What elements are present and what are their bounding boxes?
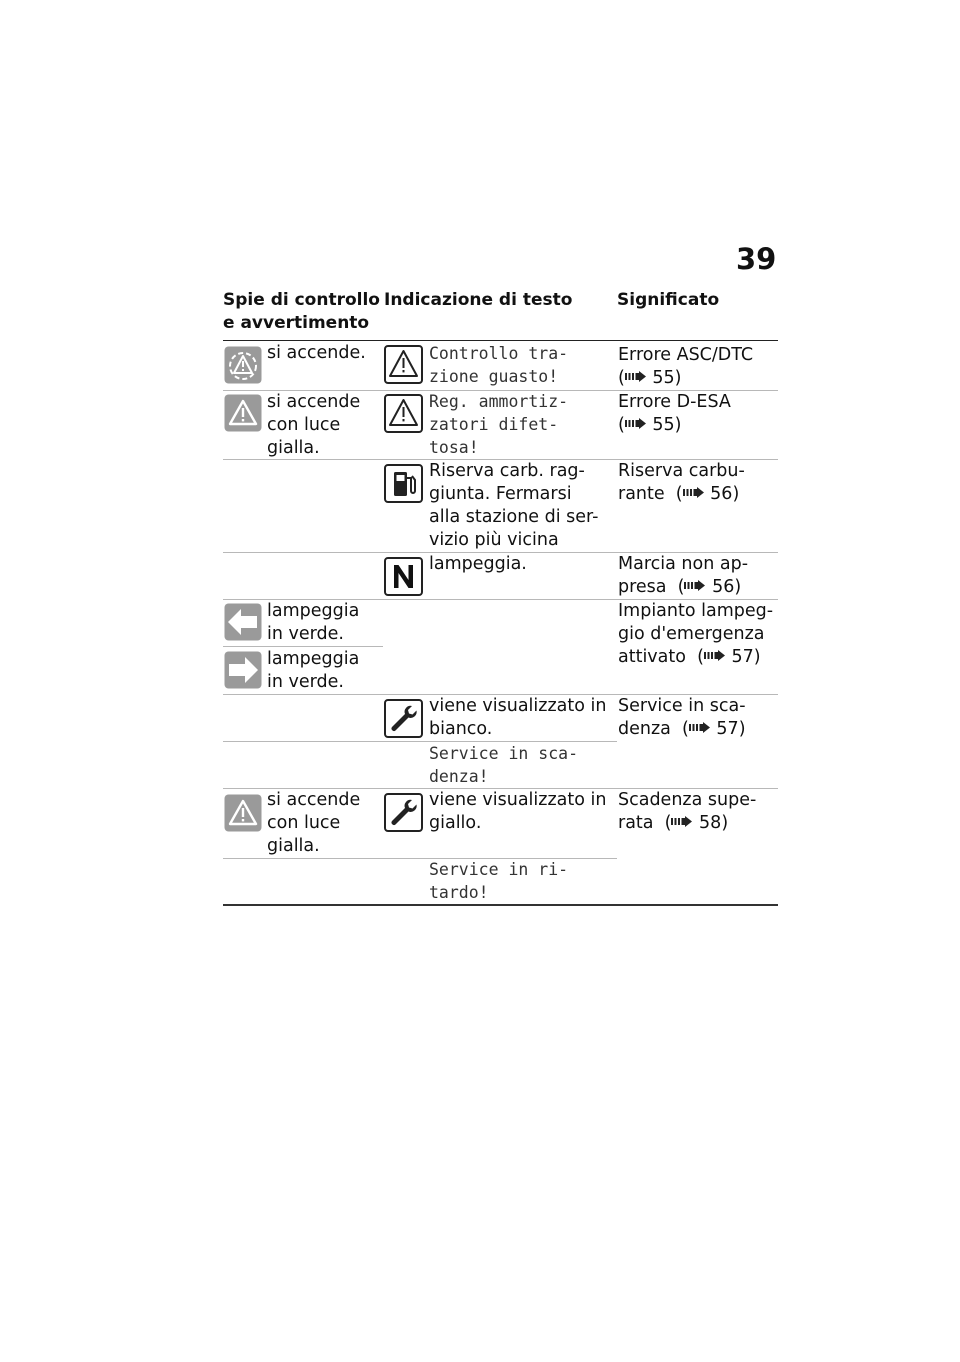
- neutral-n-icon: [384, 557, 423, 596]
- general-warning-triangle-icon: [224, 394, 262, 432]
- column-header-warning-lights: [223, 289, 380, 335]
- lamp-state-text: [267, 648, 359, 694]
- display-message: [429, 460, 598, 552]
- display-message-line: tosa!: [429, 438, 479, 457]
- header-rule: [223, 340, 778, 341]
- table-bottom-rule: [223, 904, 778, 906]
- display-message-line: bianco.: [429, 719, 493, 739]
- column-header-line: Spie di controllo: [223, 290, 380, 310]
- meaning-line: rata: [618, 813, 654, 833]
- lamp-state-line: in verde.: [267, 624, 344, 644]
- display-message: lampeggia.: [429, 554, 527, 574]
- page-reference-number: 56): [712, 577, 742, 597]
- reference-arrow-icon: [684, 580, 706, 591]
- wrench-icon: [384, 793, 423, 832]
- display-message-line: viene visualizzato in: [429, 696, 607, 716]
- display-message-line: denza!: [429, 767, 489, 786]
- page-reference-number: 57): [731, 647, 761, 667]
- display-message-line: tardo!: [429, 883, 489, 902]
- display-message: [429, 858, 568, 904]
- meaning-text: [618, 695, 746, 741]
- right-turn-arrow-icon: [224, 651, 262, 689]
- meaning-text: [618, 344, 753, 390]
- page-number: 39: [736, 242, 777, 276]
- display-message-line: Controllo tra-: [429, 344, 569, 363]
- lamp-state-line: si accende: [267, 392, 361, 412]
- fuel-pump-icon: [384, 464, 423, 503]
- page-reference[interactable]: presa ( 56): [618, 577, 742, 597]
- meaning-line: Riserva carbu-: [618, 461, 745, 481]
- lamp-state-text: [267, 391, 360, 460]
- row-divider: [223, 646, 383, 647]
- meaning-text: [618, 460, 745, 506]
- page-reference[interactable]: ( 55): [618, 368, 682, 388]
- display-message-line: viene visualizzato in: [429, 790, 607, 810]
- meaning-line: Errore ASC/DTC: [618, 345, 754, 365]
- meaning-line: Scadenza supe-: [618, 790, 757, 810]
- lamp-state-text: [267, 789, 360, 858]
- meaning-line: Service in sca-: [618, 696, 746, 716]
- page-reference-number: 56): [710, 484, 740, 504]
- page-reference[interactable]: rante ( 56): [618, 484, 740, 504]
- display-message-line: zione guasto!: [429, 367, 559, 386]
- display-message: [429, 695, 606, 741]
- meaning-text: [618, 789, 756, 835]
- page-reference-number: 55): [652, 415, 682, 435]
- meaning-line: attivato: [618, 647, 686, 667]
- display-message: [429, 342, 568, 388]
- meaning-line: Impianto lampeg-: [618, 601, 774, 621]
- meaning-line: Marcia non ap-: [618, 554, 749, 574]
- reference-arrow-icon: [625, 371, 647, 382]
- display-message-line: Riserva carb. rag-: [429, 461, 585, 481]
- column-header-meaning: Significato: [617, 290, 720, 310]
- meaning-line: denza: [618, 719, 671, 739]
- wrench-icon: [384, 699, 423, 738]
- page-reference-number: 55): [652, 368, 682, 388]
- display-message-line: Service in sca-: [429, 744, 579, 763]
- warning-triangle-icon: [384, 345, 423, 384]
- meaning-line: Errore D-ESA: [618, 392, 731, 412]
- reference-arrow-icon: [689, 722, 711, 733]
- lamp-state-line: in verde.: [267, 672, 344, 692]
- lamp-state-line: gialla.: [267, 438, 320, 458]
- lamp-state-text: si accende.: [267, 343, 366, 363]
- display-message-line: Reg. ammortiz-: [429, 392, 569, 411]
- lamp-state-line: si accende: [267, 790, 361, 810]
- meaning-text: [618, 600, 773, 669]
- display-message: [429, 390, 568, 459]
- reference-arrow-icon: [683, 487, 705, 498]
- meaning-line: gio d'emergenza: [618, 624, 765, 644]
- meaning-line: rante: [618, 484, 665, 504]
- display-message: [429, 742, 578, 788]
- column-header-text-display: Indicazione di testo: [384, 290, 573, 310]
- display-message: [429, 789, 606, 835]
- reference-arrow-icon: [625, 418, 647, 429]
- display-message-line: giunta. Fermarsi: [429, 484, 572, 504]
- left-turn-arrow-icon: [224, 603, 262, 641]
- column-header-line: e avvertimento: [223, 313, 370, 333]
- lamp-state-text: [267, 600, 359, 646]
- general-warning-triangle-icon: [224, 794, 262, 832]
- lamp-state-line: con luce: [267, 813, 341, 833]
- asc-warning-triangle-icon: [224, 346, 262, 384]
- lamp-state-line: gialla.: [267, 836, 320, 856]
- page-reference-number: 57): [716, 719, 746, 739]
- meaning-line: presa: [618, 577, 667, 597]
- reference-arrow-icon: [671, 816, 693, 827]
- page-reference[interactable]: rata ( 58): [618, 813, 729, 833]
- display-message-line: Service in ri-: [429, 860, 569, 879]
- page-reference[interactable]: attivato ( 57): [618, 647, 761, 667]
- reference-arrow-icon: [704, 650, 726, 661]
- page-reference[interactable]: denza ( 57): [618, 719, 746, 739]
- meaning-text: [618, 553, 748, 599]
- display-message-line: alla stazione di ser-: [429, 507, 599, 527]
- lamp-state-line: con luce: [267, 415, 341, 435]
- display-message-line: giallo.: [429, 813, 482, 833]
- lamp-state-line: lampeggia: [267, 649, 360, 669]
- meaning-text: [618, 391, 731, 437]
- display-message-line: zatori difet-: [429, 415, 559, 434]
- page-reference-number: 58): [699, 813, 729, 833]
- page-reference[interactable]: ( 55): [618, 415, 682, 435]
- warning-triangle-icon: [384, 394, 423, 433]
- display-message-line: vizio più vicina: [429, 530, 559, 550]
- lamp-state-line: lampeggia: [267, 601, 360, 621]
